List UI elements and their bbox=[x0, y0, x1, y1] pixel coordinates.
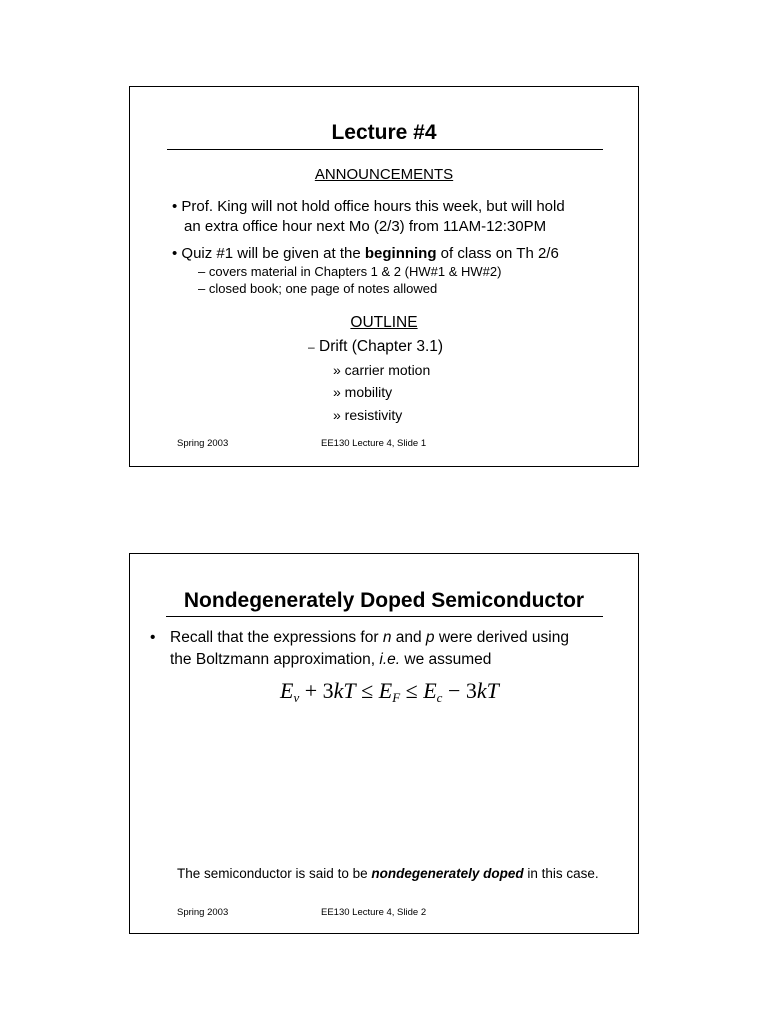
eq-le-1: ≤ bbox=[355, 678, 379, 703]
bullet-dot: • bbox=[150, 629, 156, 646]
sub-item-covers: – covers material in Chapters 1 & 2 (HW#1 & HW#2) bbox=[198, 264, 502, 279]
symbol-p: p bbox=[425, 629, 435, 646]
line2-a: the Boltzmann approximation, bbox=[170, 651, 380, 668]
line1-c: were derived using bbox=[434, 629, 569, 646]
eq-sub-F: F bbox=[392, 690, 401, 705]
ie-text: i.e. bbox=[379, 651, 401, 668]
eq-kT-1: kT bbox=[333, 678, 356, 703]
announcements-heading: ANNOUNCEMENTS bbox=[314, 166, 454, 183]
note-a: The semiconductor is said to be bbox=[177, 866, 372, 881]
footer-right: EE130 Lecture 4, Slide 1 bbox=[321, 438, 427, 449]
eq-kT-2: kT bbox=[476, 678, 499, 703]
outline-subitem-resistivity: » resistivity bbox=[333, 407, 403, 423]
slide-title: Nondegenerately Doped Semiconductor bbox=[183, 589, 585, 612]
bullet-1-line-1: • Prof. King will not hold office hours this week, but will hold bbox=[172, 198, 565, 215]
outline-subitem-carrier-motion: » carrier motion bbox=[333, 362, 431, 378]
announcement-bullet-1 bbox=[172, 197, 565, 237]
footer-left: Spring 2003 bbox=[177, 907, 229, 918]
line1-a: Recall that the expressions for bbox=[170, 629, 383, 646]
bullet-2-post: of class on Th 2/6 bbox=[436, 245, 559, 262]
eq-le-2: ≤ bbox=[400, 678, 424, 703]
note-b: in this case. bbox=[523, 866, 599, 881]
eq-E-F: E bbox=[378, 678, 393, 703]
outline-heading: OUTLINE bbox=[350, 314, 418, 331]
symbol-n: n bbox=[382, 629, 392, 646]
note-bold: nondegenerately doped bbox=[371, 866, 524, 881]
eq-E-c: E bbox=[423, 678, 437, 703]
boltzmann-condition-equation bbox=[280, 678, 499, 704]
slide-2 bbox=[129, 553, 639, 934]
bullet-2-pre: • Quiz #1 will be given at the bbox=[172, 245, 365, 262]
outline-subitem-mobility: » mobility bbox=[333, 384, 393, 400]
bullet-line-1 bbox=[170, 629, 569, 647]
line1-b: and bbox=[391, 629, 426, 646]
announcement-bullet-2 bbox=[172, 245, 559, 262]
bullet-1-line-2: an extra office hour next Mo (2/3) from 11AM-12:30PM bbox=[184, 218, 547, 235]
drift-label: Drift (Chapter 3.1) bbox=[314, 338, 444, 355]
title-underline bbox=[166, 616, 603, 617]
eq-plus-3: + 3 bbox=[299, 678, 334, 703]
drift-dash: – bbox=[308, 340, 315, 354]
title-underline bbox=[167, 149, 603, 150]
nondegenerate-note bbox=[177, 866, 599, 881]
eq-minus-3: − 3 bbox=[442, 678, 477, 703]
slide-1 bbox=[129, 86, 639, 467]
outline-item-drift bbox=[308, 338, 443, 356]
bullet-line-2 bbox=[170, 651, 491, 669]
eq-sub-v: v bbox=[293, 690, 300, 705]
line2-b: we assumed bbox=[400, 651, 492, 668]
footer-right: EE130 Lecture 4, Slide 2 bbox=[321, 907, 427, 918]
sub-item-closed-book: – closed book; one page of notes allowed bbox=[198, 281, 438, 296]
slide-title: Lecture #4 bbox=[331, 121, 437, 144]
bullet-2-bold: beginning bbox=[364, 245, 437, 262]
footer-left: Spring 2003 bbox=[177, 438, 229, 449]
eq-sub-c: c bbox=[436, 690, 443, 705]
eq-E-v: E bbox=[280, 678, 294, 703]
